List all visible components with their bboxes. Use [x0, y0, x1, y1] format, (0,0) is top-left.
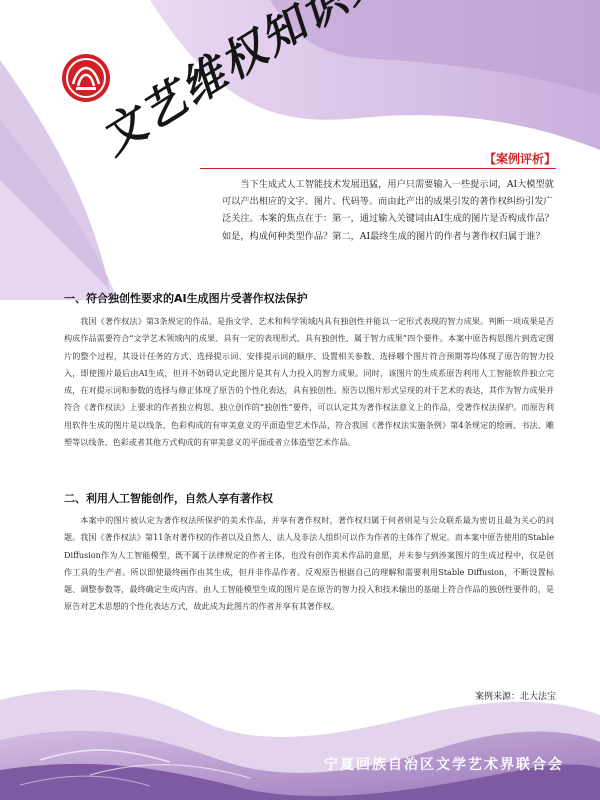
tag-divider — [200, 168, 556, 169]
section-2-body: 本案中的图片被认定为著作权法所保护的美术作品，并享有著作权时，著作权归属于何者则是与公众联系最为密切且最为关心的问题。我国《著作权法》第11条对著作权的作者以及自然人、法人及非法人组织可以作为作者的主体作了规定。而本案中原告使用的Stable Diffusion作为人工智能模型，既不属于法律规定的作者主体，也没有创作美术作品的意愿，并未参与到涉案图片的生成过程中，仅是创作工具的生产者。所以即使最终画作由其生成，但并非作品作者。反观原告根据自己的理解和需要利用Stable Diffusion，不断设置标题、调整参数等，最终确定生成内容。由人工智能模型生成的图片是在原告的智力投入和技术输出的基础上符合作品的独创性要件的，是原告对艺术思想的个性化表达方式，故此成为此图片的作者并享有其著作权。 — [64, 515, 554, 612]
intro-paragraph: 当下生成式人工智能技术发展迅猛，用户只需要输入一些提示词，AI大模型就可以产出相应的文字、图片、代码等。而由此产出的成果引发的著作权纠纷引发广泛关注。本案的焦点在于：第一，通过输入关键词由AI生成的图片是否构成作品？如是，构成何种类型作品？第二，AI最终生成的图片的作者与著作权归属于谁？ — [222, 179, 554, 242]
section-1-body: 我国《著作权法》第3条规定的作品，是指文学、艺术和科学领域内具有独创性并能以一定形式表现的智力成果。判断一项成果是否构成作品需要符合“文学艺术领域内的成果、具有一定的表现形式、具有独创性、属于智力成果”四个要件。本案中原告构思图片到选定图片的整个过程，其设计任务的方式、选择提示词、安排提示词的顺序、设置相关参数、选择哪个图片符合预期等均体现了原告的智力投入，即使图片最后由AI生成，但并不妨碍认定此图片是其有人力投入的智力成果。同时，该图片的生成系原告利用人工智能软件独立完成，在对提示词和参数的选择与修正体现了原告的个性化表达，具有独创性。原告以图片形式呈现的对于艺术的表达，其作为智力成果并符合《著作权法》上要求的作者独立构思、独立创作的“独创性”要件，可以认定其为著作权法意义上的作品，受著作权法保护。而原告利用软件生成的图片是以线条、色彩构成的有审美意义的平面造型艺术作品，符合我国《著作权法实施条例》第4条规定的绘画、书法、雕塑等以线条、色彩或者其他方式构成的有审美意义的平面或者立体造型艺术作品。 — [64, 316, 554, 448]
federation-emblem-icon — [60, 52, 112, 104]
section-1-heading: 一、符合独创性要求的AI生成图片受著作权法保护 — [64, 292, 308, 305]
case-tag: 【案例评析】 — [483, 152, 556, 166]
case-source: 案例来源：北大法宝 — [474, 692, 556, 702]
section-2-heading: 二、利用人工智能创作，自然人享有著作权 — [64, 492, 273, 505]
footer-organization: 宁夏回族自治区文学艺术界联合会 — [324, 757, 564, 773]
